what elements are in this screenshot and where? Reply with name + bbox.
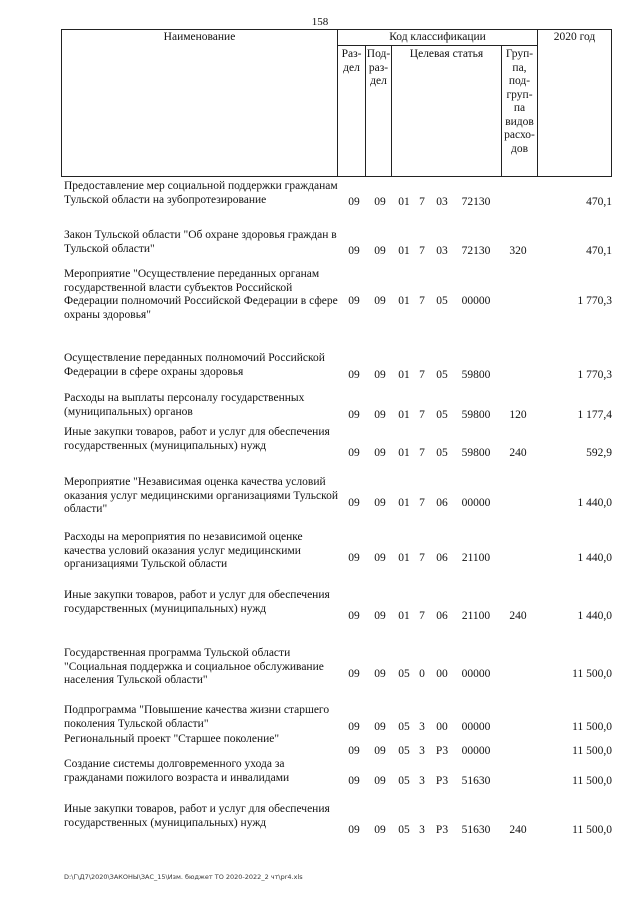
row-amount: 11 500,0 <box>572 775 612 787</box>
row-name: Предоставление мер социальной поддержки гражданам Тульской области на зубопротезирование <box>64 180 338 206</box>
row-code-t2: 3 <box>419 745 425 757</box>
row-code-t3: 00 <box>436 721 448 733</box>
row-code-pr: 09 <box>374 824 386 836</box>
row-code-rz: 09 <box>348 552 360 564</box>
row-name: Закон Тульской области "Об охране здоровья граждан в Тульской области" <box>64 229 337 255</box>
row-code-pr: 09 <box>374 295 386 307</box>
row-code-rz: 09 <box>348 610 360 622</box>
row-code-pr: 09 <box>374 447 386 459</box>
row-name: Иные закупки товаров, работ и услуг для обеспечения государственных (муниципальных) нужд <box>64 589 330 615</box>
row-code-t1: 05 <box>398 721 410 733</box>
row-code-rz: 09 <box>348 409 360 421</box>
row-code-t4: 00000 <box>461 497 491 509</box>
row-code-t2: 3 <box>419 824 425 836</box>
row-code-vr: 120 <box>509 409 527 421</box>
row-code-t3: 05 <box>436 369 448 381</box>
row-code-pr: 09 <box>374 497 386 509</box>
row-code-t1: 01 <box>398 196 410 208</box>
row-code-t3: 05 <box>436 409 448 421</box>
row-code-pr: 09 <box>374 409 386 421</box>
row-code-pr: 09 <box>374 552 386 564</box>
row-code-rz: 09 <box>348 369 360 381</box>
row-code-t4: 59800 <box>461 447 491 459</box>
row-name: Мероприятие "Осуществление переданных органам государственной власти субъектов Российской Федерации полномочий Российской Федерации в сфере охраны здоровья" <box>64 268 338 321</box>
row-amount: 11 500,0 <box>572 824 612 836</box>
row-code-vr: 240 <box>509 610 527 622</box>
row-name: Иные закупки товаров, работ и услуг для обеспечения государственных (муниципальных) нужд <box>64 426 330 452</box>
row-amount: 1 770,3 <box>577 295 612 307</box>
row-code-pr: 09 <box>374 196 386 208</box>
row-code-t1: 01 <box>398 409 410 421</box>
row-name: Региональный проект "Старшее поколение" <box>64 733 280 745</box>
row-code-t3: 05 <box>436 295 448 307</box>
row-amount: 470,1 <box>586 245 612 257</box>
row-code-pr: 09 <box>374 775 386 787</box>
row-code-t1: 05 <box>398 775 410 787</box>
row-code-t4: 59800 <box>461 409 491 421</box>
row-name: Иные закупки товаров, работ и услуг для обеспечения государственных (муниципальных) нужд <box>64 803 330 829</box>
row-name: Создание системы долговременного ухода за гражданами пожилого возраста и инвалидами <box>64 758 290 784</box>
row-code-pr: 09 <box>374 745 386 757</box>
row-code-t4: 51630 <box>461 775 491 787</box>
row-code-t1: 05 <box>398 824 410 836</box>
row-code-pr: 09 <box>374 610 386 622</box>
row-code-rz: 09 <box>348 745 360 757</box>
row-code-t2: 7 <box>419 610 425 622</box>
row-code-t4: 72130 <box>461 245 491 257</box>
header-classification: Код классификации <box>389 31 486 43</box>
header-year: 2020 год <box>553 31 596 43</box>
row-code-t4: 59800 <box>461 369 491 381</box>
file-path-footer: D:\Г\Д7\2020\ЗАКОНЫ\ЗАС_15\Изм. бюджет ТО 2020-2022_2 чт\pr4.xls <box>64 873 303 881</box>
row-code-t2: 3 <box>419 721 425 733</box>
row-code-t4: 21100 <box>461 552 491 564</box>
row-code-pr: 09 <box>374 369 386 381</box>
row-amount: 1 177,4 <box>577 409 612 421</box>
row-code-t1: 01 <box>398 447 410 459</box>
row-amount: 11 500,0 <box>572 668 612 680</box>
row-code-t2: 0 <box>419 668 425 680</box>
row-code-t4: 21100 <box>461 610 491 622</box>
row-name: Государственная программа Тульской области "Социальная поддержка и социальное обслуживание населения Тульской области" <box>64 647 324 686</box>
row-amount: 11 500,0 <box>572 721 612 733</box>
row-code-rz: 09 <box>348 721 360 733</box>
row-amount: 592,9 <box>586 447 612 459</box>
row-code-t2: 7 <box>419 245 425 257</box>
row-code-rz: 09 <box>348 196 360 208</box>
row-code-t2: 3 <box>419 775 425 787</box>
row-amount: 1 440,0 <box>577 552 612 564</box>
row-code-t2: 7 <box>419 196 425 208</box>
row-code-t4: 00000 <box>461 295 491 307</box>
row-code-t1: 05 <box>398 668 410 680</box>
page-number: 158 <box>311 16 329 28</box>
header-name-cell <box>61 29 338 177</box>
row-code-t1: 01 <box>398 497 410 509</box>
row-code-vr: 240 <box>509 824 527 836</box>
row-code-vr: 320 <box>509 245 527 257</box>
row-code-t4: 51630 <box>461 824 491 836</box>
row-name: Расходы на выплаты персоналу государственных (муниципальных) органов <box>64 392 305 418</box>
header-tselevaya: Целевая статья <box>409 48 484 60</box>
table-header <box>61 29 612 177</box>
row-code-t3: P3 <box>435 775 449 787</box>
header-name: Наименование <box>163 31 236 43</box>
row-code-rz: 09 <box>348 497 360 509</box>
row-code-t3: 03 <box>436 196 448 208</box>
row-code-t3: 06 <box>436 552 448 564</box>
header-tselevaya-cell <box>391 45 502 177</box>
row-code-pr: 09 <box>374 721 386 733</box>
row-code-t1: 01 <box>398 552 410 564</box>
header-podrazdel: Под- раз- дел <box>366 48 391 87</box>
row-name: Расходы на мероприятия по независимой оценке качества условий оказания услуг медицинскими организациями Тульской области <box>64 531 303 570</box>
row-code-t3: 05 <box>436 447 448 459</box>
row-code-t2: 7 <box>419 497 425 509</box>
row-amount: 1 770,3 <box>577 369 612 381</box>
row-code-t3: 06 <box>436 497 448 509</box>
row-code-t2: 7 <box>419 369 425 381</box>
header-razdel: Раз- дел <box>341 48 362 74</box>
row-amount: 470,1 <box>586 196 612 208</box>
row-amount: 1 440,0 <box>577 610 612 622</box>
row-code-t2: 7 <box>419 295 425 307</box>
row-code-pr: 09 <box>374 668 386 680</box>
row-code-rz: 09 <box>348 824 360 836</box>
row-amount: 1 440,0 <box>577 497 612 509</box>
row-code-rz: 09 <box>348 245 360 257</box>
row-code-t1: 01 <box>398 245 410 257</box>
header-year-cell <box>537 29 612 177</box>
row-code-t4: 00000 <box>461 668 491 680</box>
row-code-t4: 00000 <box>461 721 491 733</box>
row-code-vr: 240 <box>509 447 527 459</box>
row-code-t4: 72130 <box>461 196 491 208</box>
row-code-rz: 09 <box>348 295 360 307</box>
row-code-t2: 7 <box>419 447 425 459</box>
row-code-t3: P3 <box>435 824 449 836</box>
row-name: Подпрограмма "Повышение качества жизни старшего поколения Тульской области" <box>64 704 330 730</box>
row-code-rz: 09 <box>348 775 360 787</box>
row-code-t2: 7 <box>419 409 425 421</box>
row-code-t3: 06 <box>436 610 448 622</box>
row-code-t4: 00000 <box>461 745 491 757</box>
row-code-rz: 09 <box>348 668 360 680</box>
row-code-t2: 7 <box>419 552 425 564</box>
row-code-t1: 01 <box>398 610 410 622</box>
header-gruppa: Груп- па, под- груп- па видов расхо- дов <box>504 48 535 155</box>
row-name: Осуществление переданных полномочий Российской Федерации в сфере охраны здоровья <box>64 352 325 378</box>
row-name: Мероприятие "Независимая оценка качества условий оказания услуг медицинскими организациями Тульской области" <box>64 476 339 515</box>
row-code-t1: 01 <box>398 369 410 381</box>
row-code-t1: 01 <box>398 295 410 307</box>
row-amount: 11 500,0 <box>572 745 612 757</box>
row-code-t1: 05 <box>398 745 410 757</box>
row-code-t3: 00 <box>436 668 448 680</box>
row-code-t3: P3 <box>435 745 449 757</box>
row-code-pr: 09 <box>374 245 386 257</box>
row-code-rz: 09 <box>348 447 360 459</box>
row-code-t3: 03 <box>436 245 448 257</box>
